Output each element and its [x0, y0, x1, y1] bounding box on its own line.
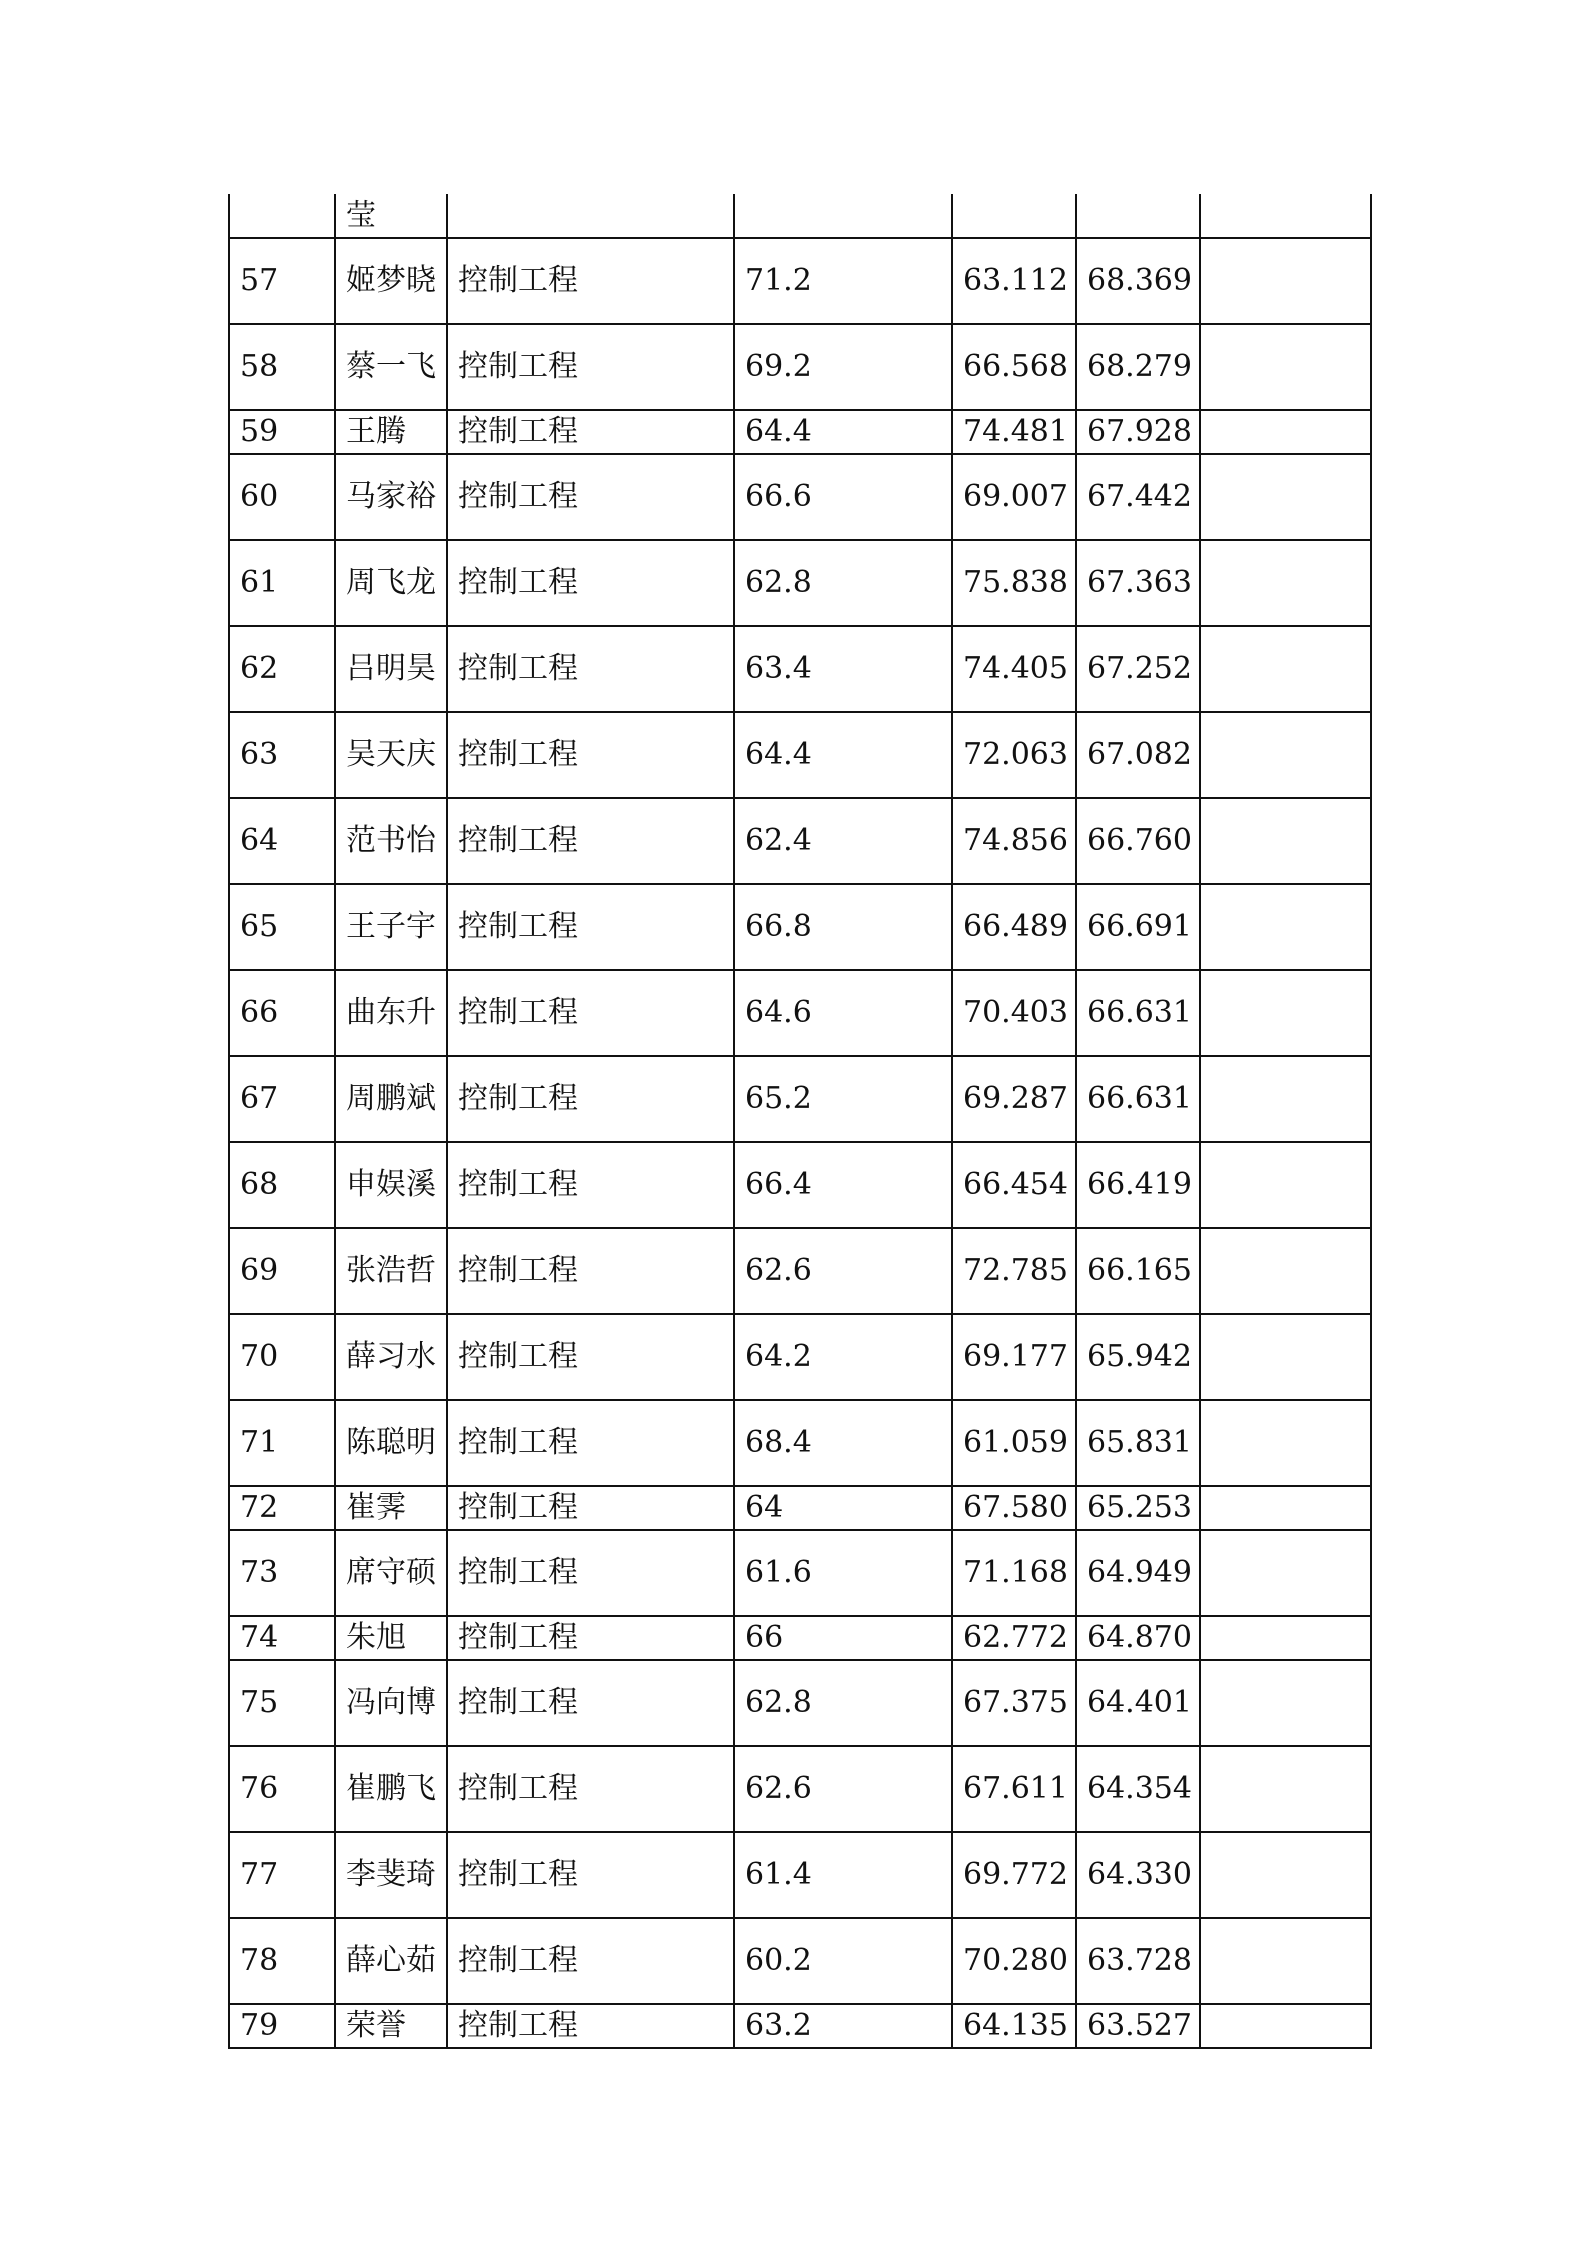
- table-row: [229, 540, 1371, 626]
- table-row: [229, 1400, 1371, 1486]
- cell-major: 控制工程: [447, 1400, 734, 1486]
- cell-no: 78: [229, 1918, 335, 2004]
- cell-total: 64.401: [1076, 1660, 1200, 1746]
- cell-major: 控制工程: [447, 410, 734, 454]
- cell-name: 吴天庆: [335, 712, 447, 798]
- cell-score2: 70.280: [952, 1918, 1076, 2004]
- cell-total: 67.442: [1076, 454, 1200, 540]
- cell-name: 张浩哲: [335, 1228, 447, 1314]
- cell-major: 控制工程: [447, 238, 734, 324]
- cell-score2: 66.454: [952, 1142, 1076, 1228]
- cell-score1: 64: [734, 1486, 952, 1530]
- cell-score1: 64.4: [734, 410, 952, 454]
- table-row: [229, 410, 1371, 454]
- cell-note: [1200, 1530, 1371, 1616]
- table-row: [229, 1616, 1371, 1660]
- cell-score1: [734, 194, 952, 238]
- table-row: [229, 798, 1371, 884]
- cell-no: 65: [229, 884, 335, 970]
- cell-score1: 66.4: [734, 1142, 952, 1228]
- score-table: [228, 194, 1372, 2049]
- cell-note: [1200, 2004, 1371, 2048]
- cell-note: [1200, 1056, 1371, 1142]
- cell-note: [1200, 410, 1371, 454]
- cell-score1: 66: [734, 1616, 952, 1660]
- cell-total: 66.691: [1076, 884, 1200, 970]
- cell-major: 控制工程: [447, 454, 734, 540]
- cell-name: 吕明昊: [335, 626, 447, 712]
- cell-name: 席守硕: [335, 1530, 447, 1616]
- table-row: [229, 1832, 1371, 1918]
- cell-no: 68: [229, 1142, 335, 1228]
- cell-name: 蔡一飞: [335, 324, 447, 410]
- cell-score1: 66.8: [734, 884, 952, 970]
- cell-major: 控制工程: [447, 1142, 734, 1228]
- cell-total: 67.363: [1076, 540, 1200, 626]
- cell-major: 控制工程: [447, 798, 734, 884]
- cell-name: 莹: [335, 194, 447, 238]
- cell-score1: 63.4: [734, 626, 952, 712]
- cell-name: 周飞龙: [335, 540, 447, 626]
- table-row: [229, 1746, 1371, 1832]
- cell-name: 崔鹏飞: [335, 1746, 447, 1832]
- cell-major: [447, 194, 734, 238]
- table-row: [229, 2004, 1371, 2048]
- cell-total: 63.527: [1076, 2004, 1200, 2048]
- cell-major: 控制工程: [447, 2004, 734, 2048]
- cell-total: 66.419: [1076, 1142, 1200, 1228]
- table-row: [229, 626, 1371, 712]
- cell-score1: 63.2: [734, 2004, 952, 2048]
- cell-note: [1200, 324, 1371, 410]
- cell-name: 周鹏斌: [335, 1056, 447, 1142]
- cell-no: 57: [229, 238, 335, 324]
- table-row: [229, 884, 1371, 970]
- cell-name: 申娱溪: [335, 1142, 447, 1228]
- cell-score2: 67.611: [952, 1746, 1076, 1832]
- table-row: [229, 238, 1371, 324]
- cell-score1: 71.2: [734, 238, 952, 324]
- cell-name: 马家裕: [335, 454, 447, 540]
- cell-score2: 61.059: [952, 1400, 1076, 1486]
- cell-note: [1200, 1486, 1371, 1530]
- cell-name: 崔霁: [335, 1486, 447, 1530]
- cell-score2: 74.405: [952, 626, 1076, 712]
- cell-total: 67.082: [1076, 712, 1200, 798]
- cell-name: 薛心茹: [335, 1918, 447, 2004]
- cell-no: 60: [229, 454, 335, 540]
- cell-score2: 69.007: [952, 454, 1076, 540]
- cell-no: 64: [229, 798, 335, 884]
- cell-score2: 63.112: [952, 238, 1076, 324]
- cell-major: 控制工程: [447, 1228, 734, 1314]
- cell-note: [1200, 626, 1371, 712]
- cell-score1: 66.6: [734, 454, 952, 540]
- cell-note: [1200, 1314, 1371, 1400]
- cell-score1: 62.6: [734, 1746, 952, 1832]
- cell-major: 控制工程: [447, 1746, 734, 1832]
- cell-total: 68.369: [1076, 238, 1200, 324]
- cell-major: 控制工程: [447, 1918, 734, 2004]
- cell-note: [1200, 238, 1371, 324]
- cell-score2: 74.856: [952, 798, 1076, 884]
- cell-note: [1200, 1832, 1371, 1918]
- cell-note: [1200, 1918, 1371, 2004]
- cell-note: [1200, 454, 1371, 540]
- cell-name: 冯向博: [335, 1660, 447, 1746]
- cell-major: 控制工程: [447, 540, 734, 626]
- cell-score2: 72.785: [952, 1228, 1076, 1314]
- cell-name: 姬梦晓: [335, 238, 447, 324]
- table-row: [229, 1314, 1371, 1400]
- cell-total: 64.354: [1076, 1746, 1200, 1832]
- cell-score1: 69.2: [734, 324, 952, 410]
- cell-no: 70: [229, 1314, 335, 1400]
- table-row: [229, 1228, 1371, 1314]
- cell-major: 控制工程: [447, 1530, 734, 1616]
- table-row: [229, 1918, 1371, 2004]
- cell-score2: 75.838: [952, 540, 1076, 626]
- cell-no: 73: [229, 1530, 335, 1616]
- cell-total: 68.279: [1076, 324, 1200, 410]
- cell-no: 74: [229, 1616, 335, 1660]
- cell-score2: 70.403: [952, 970, 1076, 1056]
- cell-note: [1200, 1616, 1371, 1660]
- cell-score2: 69.177: [952, 1314, 1076, 1400]
- cell-total: 67.252: [1076, 626, 1200, 712]
- cell-score1: 64.6: [734, 970, 952, 1056]
- cell-note: [1200, 194, 1371, 238]
- cell-name: 王腾: [335, 410, 447, 454]
- cell-no: 71: [229, 1400, 335, 1486]
- cell-no: 61: [229, 540, 335, 626]
- cell-major: 控制工程: [447, 712, 734, 798]
- cell-total: 63.728: [1076, 1918, 1200, 2004]
- cell-name: 曲东升: [335, 970, 447, 1056]
- cell-no: 59: [229, 410, 335, 454]
- cell-name: 李斐琦: [335, 1832, 447, 1918]
- table-row: [229, 1660, 1371, 1746]
- cell-note: [1200, 1660, 1371, 1746]
- table-row: [229, 712, 1371, 798]
- cell-total: [1076, 194, 1200, 238]
- cell-no: 58: [229, 324, 335, 410]
- cell-score2: 66.568: [952, 324, 1076, 410]
- cell-major: 控制工程: [447, 970, 734, 1056]
- cell-no: 63: [229, 712, 335, 798]
- cell-no: 66: [229, 970, 335, 1056]
- cell-major: 控制工程: [447, 1660, 734, 1746]
- cell-score1: 68.4: [734, 1400, 952, 1486]
- cell-score1: 61.4: [734, 1832, 952, 1918]
- cell-major: 控制工程: [447, 1056, 734, 1142]
- cell-no: 79: [229, 2004, 335, 2048]
- table-row: [229, 1142, 1371, 1228]
- cell-major: 控制工程: [447, 324, 734, 410]
- cell-note: [1200, 884, 1371, 970]
- cell-note: [1200, 1142, 1371, 1228]
- cell-name: 荣誉: [335, 2004, 447, 2048]
- cell-note: [1200, 798, 1371, 884]
- table-row: [229, 970, 1371, 1056]
- cell-note: [1200, 1746, 1371, 1832]
- cell-total: 64.330: [1076, 1832, 1200, 1918]
- cell-name: 朱旭: [335, 1616, 447, 1660]
- cell-note: [1200, 1228, 1371, 1314]
- cell-no: 77: [229, 1832, 335, 1918]
- cell-score2: 67.580: [952, 1486, 1076, 1530]
- cell-no: [229, 194, 335, 238]
- cell-score1: 62.6: [734, 1228, 952, 1314]
- cell-score2: 69.772: [952, 1832, 1076, 1918]
- cell-total: 67.928: [1076, 410, 1200, 454]
- cell-score2: 69.287: [952, 1056, 1076, 1142]
- cell-major: 控制工程: [447, 626, 734, 712]
- cell-total: 64.870: [1076, 1616, 1200, 1660]
- cell-score2: 62.772: [952, 1616, 1076, 1660]
- cell-score1: 64.2: [734, 1314, 952, 1400]
- cell-score1: 61.6: [734, 1530, 952, 1616]
- cell-score2: 71.168: [952, 1530, 1076, 1616]
- cell-major: 控制工程: [447, 1832, 734, 1918]
- cell-score1: 62.8: [734, 540, 952, 626]
- cell-score1: 62.4: [734, 798, 952, 884]
- cell-note: [1200, 540, 1371, 626]
- table-row: [229, 454, 1371, 540]
- cell-note: [1200, 970, 1371, 1056]
- table-row: [229, 1056, 1371, 1142]
- table-row: [229, 324, 1371, 410]
- cell-no: 72: [229, 1486, 335, 1530]
- cell-score1: 60.2: [734, 1918, 952, 2004]
- cell-major: 控制工程: [447, 1616, 734, 1660]
- cell-score2: 72.063: [952, 712, 1076, 798]
- cell-major: 控制工程: [447, 884, 734, 970]
- cell-note: [1200, 712, 1371, 798]
- cell-major: 控制工程: [447, 1486, 734, 1530]
- cell-score1: 64.4: [734, 712, 952, 798]
- cell-name: 薛习水: [335, 1314, 447, 1400]
- cell-name: 范书怡: [335, 798, 447, 884]
- score-table-body: [229, 194, 1371, 2048]
- cell-total: 66.165: [1076, 1228, 1200, 1314]
- cell-no: 76: [229, 1746, 335, 1832]
- cell-score2: 64.135: [952, 2004, 1076, 2048]
- cell-name: 陈聪明: [335, 1400, 447, 1486]
- cell-major: 控制工程: [447, 1314, 734, 1400]
- table-row: [229, 1486, 1371, 1530]
- cell-score2: [952, 194, 1076, 238]
- cell-total: 66.631: [1076, 970, 1200, 1056]
- cell-score1: 62.8: [734, 1660, 952, 1746]
- cell-score1: 65.2: [734, 1056, 952, 1142]
- cell-total: 64.949: [1076, 1530, 1200, 1616]
- table-row: [229, 1530, 1371, 1616]
- cell-total: 65.253: [1076, 1486, 1200, 1530]
- table-row-continued: [229, 194, 1371, 238]
- cell-no: 69: [229, 1228, 335, 1314]
- cell-note: [1200, 1400, 1371, 1486]
- cell-no: 75: [229, 1660, 335, 1746]
- cell-total: 66.631: [1076, 1056, 1200, 1142]
- cell-score2: 74.481: [952, 410, 1076, 454]
- cell-no: 67: [229, 1056, 335, 1142]
- cell-score2: 66.489: [952, 884, 1076, 970]
- cell-name: 王子宇: [335, 884, 447, 970]
- cell-no: 62: [229, 626, 335, 712]
- cell-score2: 67.375: [952, 1660, 1076, 1746]
- cell-total: 65.831: [1076, 1400, 1200, 1486]
- cell-total: 66.760: [1076, 798, 1200, 884]
- cell-total: 65.942: [1076, 1314, 1200, 1400]
